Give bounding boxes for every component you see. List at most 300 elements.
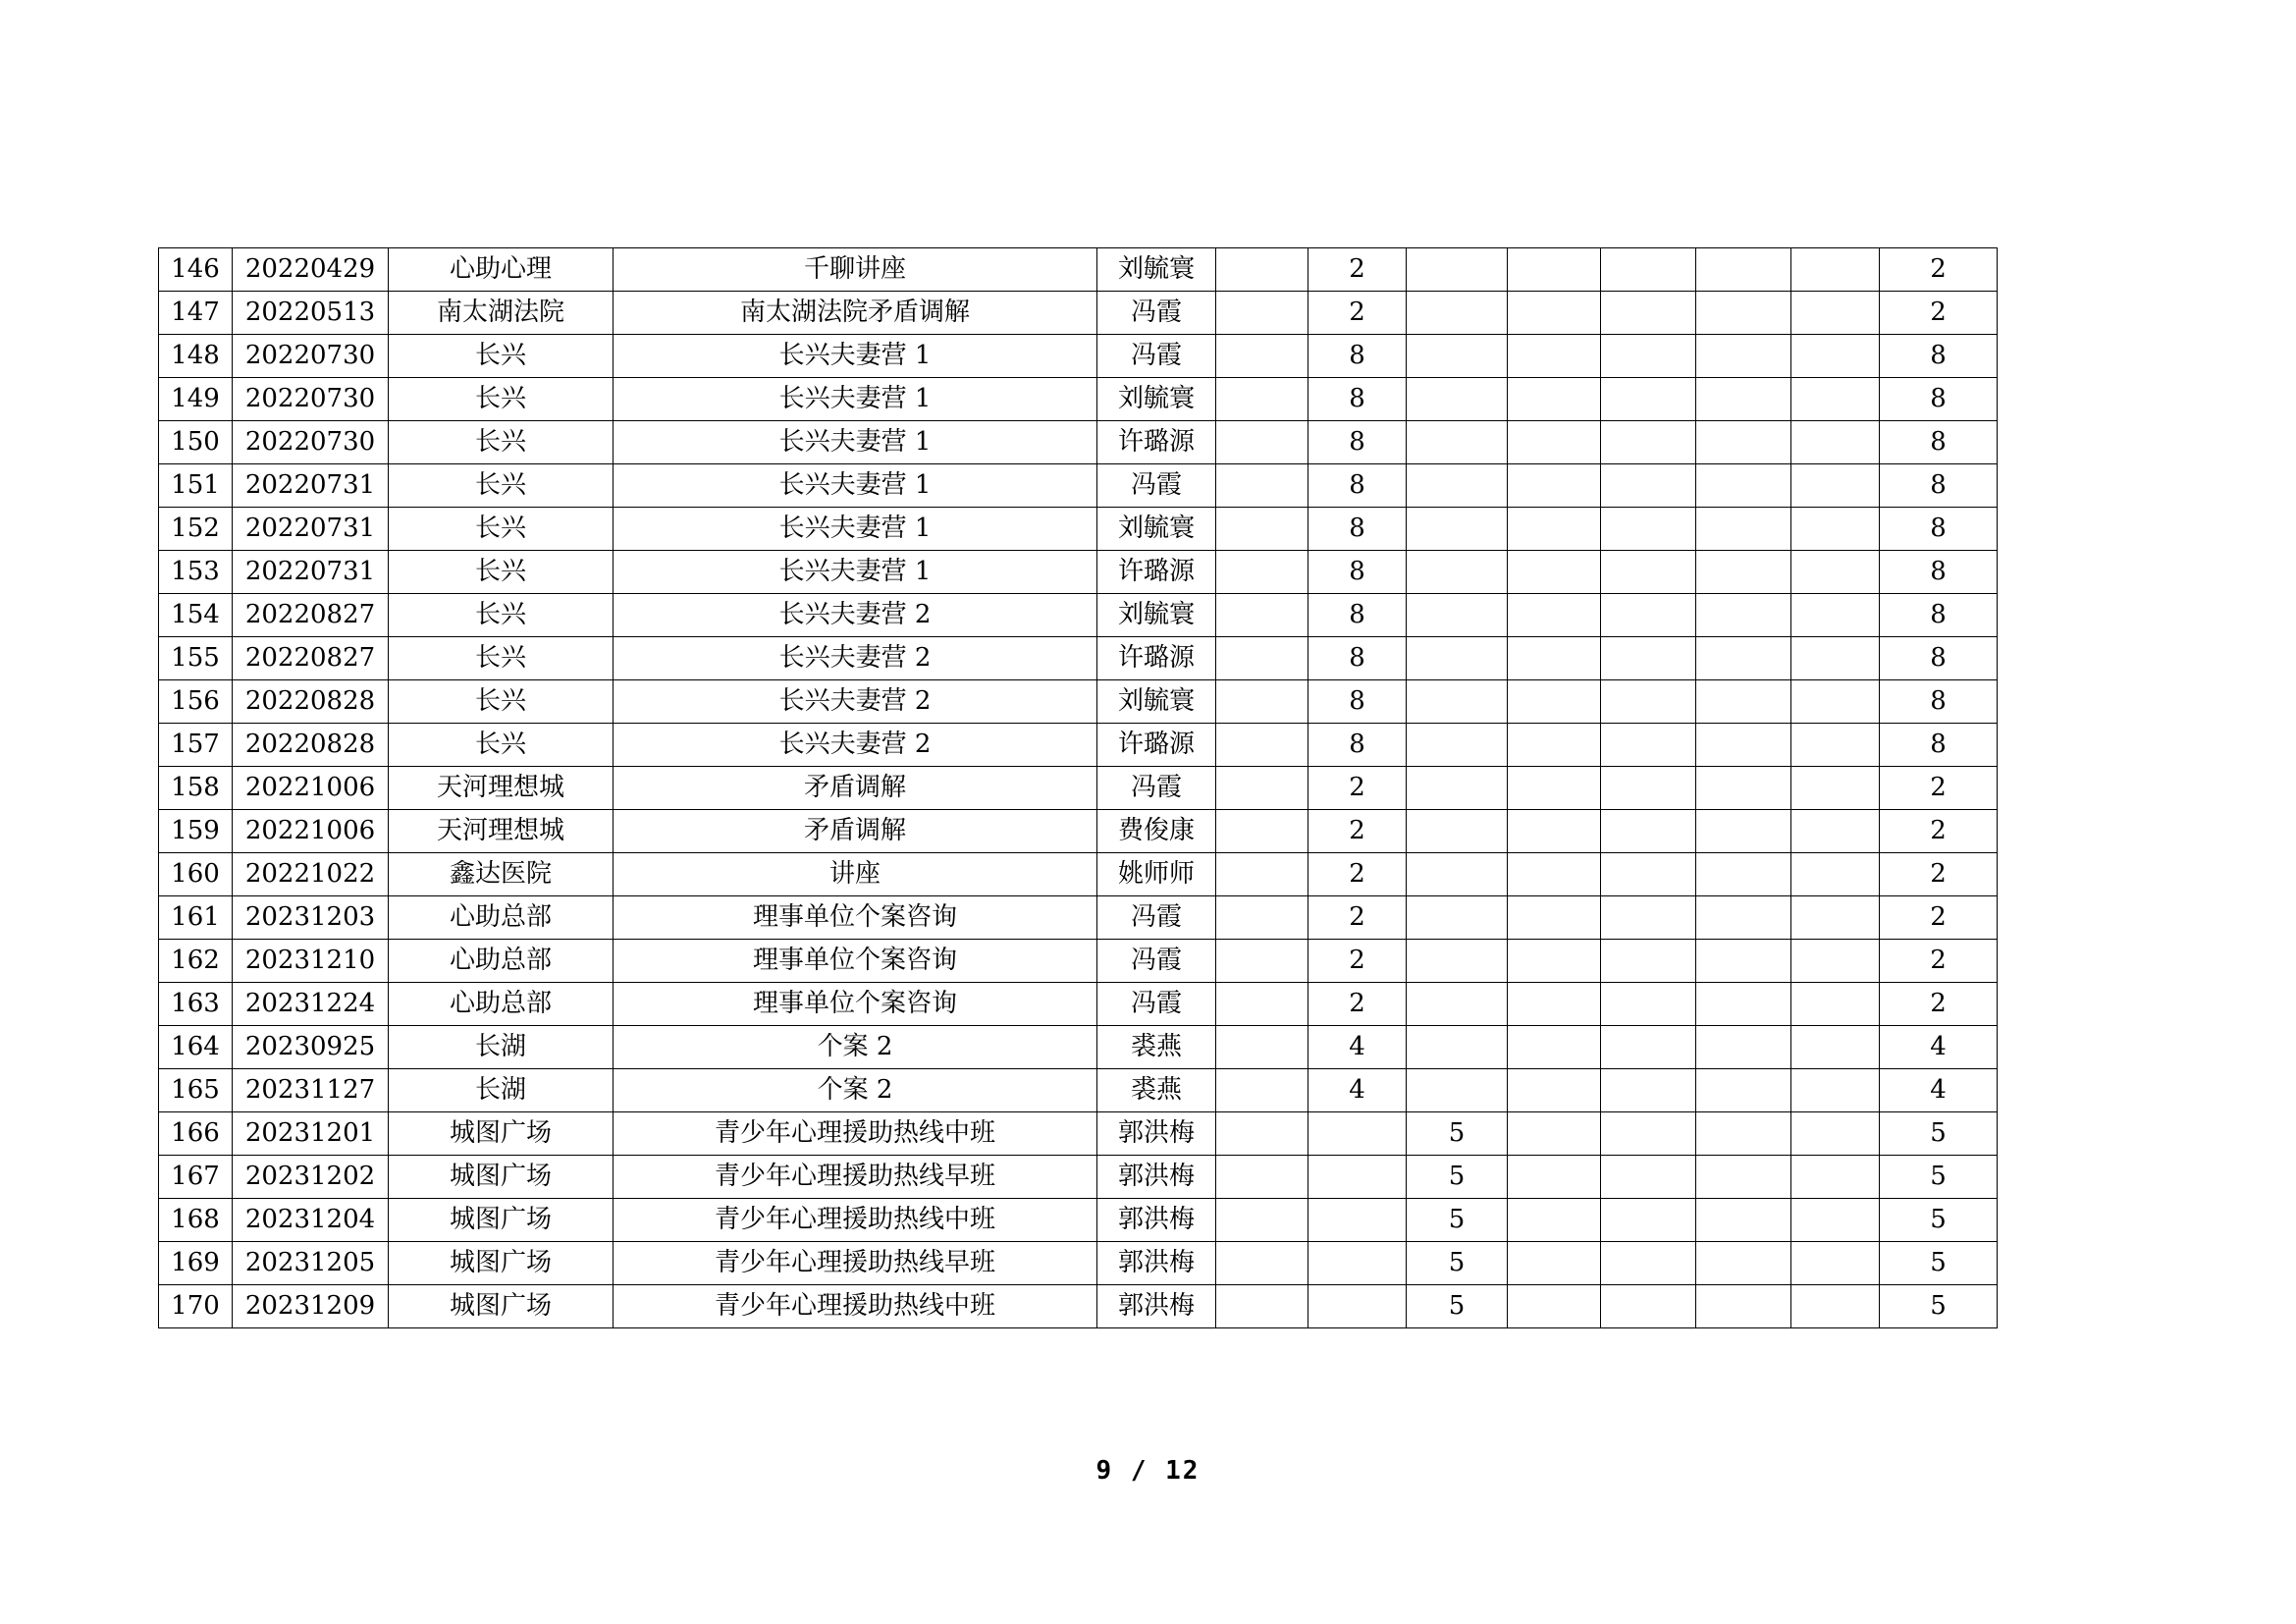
col-f-cell: [1696, 421, 1791, 464]
location-cell: 天河理想城: [389, 767, 614, 810]
table-row: [159, 1285, 2153, 1328]
activity-cell: 南太湖法院矛盾调解: [614, 292, 1097, 335]
location-cell: 鑫达医院: [389, 853, 614, 896]
col-c-cell: [1407, 983, 1508, 1026]
col-g-cell: [1791, 1285, 1880, 1328]
date-cell: 20220429: [233, 248, 389, 292]
col-d-cell: [1508, 940, 1601, 983]
col-c-cell: [1407, 551, 1508, 594]
col-d-cell: [1508, 292, 1601, 335]
index-cell: 155: [159, 637, 233, 680]
table-row: [159, 1242, 2153, 1285]
col-e-cell: [1601, 1242, 1696, 1285]
index-cell: 153: [159, 551, 233, 594]
col-a-cell: [1216, 464, 1308, 508]
col-c-cell: 5: [1407, 1112, 1508, 1156]
col-a-cell: [1216, 896, 1308, 940]
activity-cell: 理事单位个案咨询: [614, 983, 1097, 1026]
col-c-cell: 5: [1407, 1199, 1508, 1242]
col-c-cell: [1407, 378, 1508, 421]
location-cell: 城图广场: [389, 1199, 614, 1242]
person-cell: 裘燕: [1097, 1026, 1216, 1069]
col-e-cell: [1601, 680, 1696, 724]
location-cell: 长湖: [389, 1026, 614, 1069]
col-e-cell: [1601, 508, 1696, 551]
col-g-cell: [1791, 767, 1880, 810]
location-cell: 长兴: [389, 637, 614, 680]
date-cell: 20220828: [233, 724, 389, 767]
table-row: [159, 292, 2153, 335]
date-cell: 20231209: [233, 1285, 389, 1328]
col-f-cell: [1696, 940, 1791, 983]
col-d-cell: [1508, 983, 1601, 1026]
person-cell: 刘毓寰: [1097, 378, 1216, 421]
table-row: [159, 508, 2153, 551]
table-row: [159, 335, 2153, 378]
col-a-cell: [1216, 248, 1308, 292]
index-cell: 169: [159, 1242, 233, 1285]
col-a-cell: [1216, 1069, 1308, 1112]
person-cell: 刘毓寰: [1097, 680, 1216, 724]
col-b-cell: 2: [1308, 292, 1407, 335]
col-b-cell: [1308, 1156, 1407, 1199]
index-cell: 147: [159, 292, 233, 335]
total-hours-cell: 2: [1880, 810, 1998, 853]
table-row: [159, 810, 2153, 853]
table-row: [159, 421, 2153, 464]
col-f-cell: [1696, 594, 1791, 637]
table-row: [159, 637, 2153, 680]
col-f-cell: [1696, 767, 1791, 810]
location-cell: 城图广场: [389, 1285, 614, 1328]
col-g-cell: [1791, 508, 1880, 551]
total-hours-cell: 5: [1880, 1199, 1998, 1242]
activity-cell: 青少年心理援助热线中班: [614, 1285, 1097, 1328]
col-f-cell: [1696, 1069, 1791, 1112]
date-cell: 20231205: [233, 1242, 389, 1285]
col-f-cell: [1696, 1199, 1791, 1242]
total-hours-cell: 8: [1880, 378, 1998, 421]
col-g-cell: [1791, 1242, 1880, 1285]
col-b-cell: [1308, 1242, 1407, 1285]
col-a-cell: [1216, 983, 1308, 1026]
total-hours-cell: 2: [1880, 767, 1998, 810]
col-b-cell: [1308, 1199, 1407, 1242]
col-a-cell: [1216, 378, 1308, 421]
col-b-cell: 8: [1308, 551, 1407, 594]
location-cell: 南太湖法院: [389, 292, 614, 335]
col-b-cell: 2: [1308, 810, 1407, 853]
date-cell: 20220513: [233, 292, 389, 335]
col-e-cell: [1601, 767, 1696, 810]
col-f-cell: [1696, 724, 1791, 767]
col-d-cell: [1508, 1156, 1601, 1199]
index-cell: 151: [159, 464, 233, 508]
location-cell: 长兴: [389, 508, 614, 551]
total-hours-cell: 5: [1880, 1285, 1998, 1328]
col-g-cell: [1791, 1069, 1880, 1112]
person-cell: 郭洪梅: [1097, 1112, 1216, 1156]
location-cell: 长兴: [389, 551, 614, 594]
col-b-cell: 8: [1308, 378, 1407, 421]
person-cell: 姚师师: [1097, 853, 1216, 896]
col-f-cell: [1696, 1026, 1791, 1069]
col-a-cell: [1216, 810, 1308, 853]
date-cell: 20231204: [233, 1199, 389, 1242]
col-g-cell: [1791, 853, 1880, 896]
col-d-cell: [1508, 1069, 1601, 1112]
col-d-cell: [1508, 464, 1601, 508]
activity-cell: 长兴夫妻营 1: [614, 335, 1097, 378]
col-f-cell: [1696, 292, 1791, 335]
col-f-cell: [1696, 464, 1791, 508]
activity-cell: 青少年心理援助热线中班: [614, 1199, 1097, 1242]
col-a-cell: [1216, 680, 1308, 724]
col-b-cell: 8: [1308, 508, 1407, 551]
activity-cell: 长兴夫妻营 1: [614, 464, 1097, 508]
person-cell: 许璐源: [1097, 724, 1216, 767]
col-d-cell: [1508, 508, 1601, 551]
col-b-cell: [1308, 1112, 1407, 1156]
index-cell: 154: [159, 594, 233, 637]
table-row: [159, 724, 2153, 767]
table-row: [159, 1199, 2153, 1242]
col-g-cell: [1791, 464, 1880, 508]
total-hours-cell: 2: [1880, 940, 1998, 983]
col-e-cell: [1601, 594, 1696, 637]
table-row: [159, 464, 2153, 508]
col-b-cell: 2: [1308, 767, 1407, 810]
col-b-cell: 4: [1308, 1069, 1407, 1112]
col-b-cell: 2: [1308, 983, 1407, 1026]
col-e-cell: [1601, 1156, 1696, 1199]
total-hours-cell: 8: [1880, 724, 1998, 767]
col-g-cell: [1791, 1199, 1880, 1242]
date-cell: 20220828: [233, 680, 389, 724]
total-hours-cell: 5: [1880, 1242, 1998, 1285]
date-cell: 20221022: [233, 853, 389, 896]
col-c-cell: [1407, 292, 1508, 335]
col-f-cell: [1696, 983, 1791, 1026]
person-cell: 冯霞: [1097, 767, 1216, 810]
person-cell: 郭洪梅: [1097, 1156, 1216, 1199]
col-e-cell: [1601, 724, 1696, 767]
total-hours-cell: 8: [1880, 551, 1998, 594]
col-e-cell: [1601, 853, 1696, 896]
col-d-cell: [1508, 421, 1601, 464]
location-cell: 长兴: [389, 335, 614, 378]
col-c-cell: 5: [1407, 1285, 1508, 1328]
location-cell: 城图广场: [389, 1156, 614, 1199]
activity-cell: 青少年心理援助热线早班: [614, 1156, 1097, 1199]
col-g-cell: [1791, 940, 1880, 983]
person-cell: 许璐源: [1097, 551, 1216, 594]
col-f-cell: [1696, 508, 1791, 551]
date-cell: 20231203: [233, 896, 389, 940]
index-cell: 156: [159, 680, 233, 724]
table-row: [159, 1112, 2153, 1156]
total-hours-cell: 4: [1880, 1069, 1998, 1112]
col-a-cell: [1216, 1199, 1308, 1242]
col-a-cell: [1216, 508, 1308, 551]
location-cell: 心助总部: [389, 896, 614, 940]
person-cell: 刘毓寰: [1097, 508, 1216, 551]
col-d-cell: [1508, 1199, 1601, 1242]
activity-cell: 矛盾调解: [614, 767, 1097, 810]
col-d-cell: [1508, 1112, 1601, 1156]
index-cell: 162: [159, 940, 233, 983]
total-hours-cell: 8: [1880, 637, 1998, 680]
date-cell: 20221006: [233, 810, 389, 853]
col-g-cell: [1791, 1112, 1880, 1156]
col-a-cell: [1216, 335, 1308, 378]
col-a-cell: [1216, 594, 1308, 637]
col-b-cell: 2: [1308, 896, 1407, 940]
col-b-cell: 8: [1308, 637, 1407, 680]
table-row: [159, 1069, 2153, 1112]
col-c-cell: [1407, 464, 1508, 508]
col-d-cell: [1508, 248, 1601, 292]
location-cell: 心助总部: [389, 940, 614, 983]
total-hours-cell: 8: [1880, 421, 1998, 464]
activity-cell: 长兴夫妻营 1: [614, 378, 1097, 421]
location-cell: 长兴: [389, 594, 614, 637]
activity-cell: 长兴夫妻营 2: [614, 680, 1097, 724]
col-g-cell: [1791, 378, 1880, 421]
col-e-cell: [1601, 378, 1696, 421]
col-d-cell: [1508, 1285, 1601, 1328]
col-b-cell: 8: [1308, 464, 1407, 508]
activity-cell: 矛盾调解: [614, 810, 1097, 853]
date-cell: 20220731: [233, 464, 389, 508]
col-d-cell: [1508, 767, 1601, 810]
date-cell: 20220827: [233, 594, 389, 637]
page-number: 9 / 12: [1095, 1456, 1201, 1486]
table-row: [159, 940, 2153, 983]
col-c-cell: [1407, 810, 1508, 853]
activity-cell: 青少年心理援助热线中班: [614, 1112, 1097, 1156]
person-cell: 郭洪梅: [1097, 1242, 1216, 1285]
col-g-cell: [1791, 594, 1880, 637]
col-d-cell: [1508, 724, 1601, 767]
col-c-cell: 5: [1407, 1156, 1508, 1199]
col-g-cell: [1791, 335, 1880, 378]
table-row: [159, 1026, 2153, 1069]
col-g-cell: [1791, 248, 1880, 292]
index-cell: 165: [159, 1069, 233, 1112]
total-hours-cell: 8: [1880, 680, 1998, 724]
table-row: [159, 767, 2153, 810]
table-row: [159, 1156, 2153, 1199]
col-f-cell: [1696, 1242, 1791, 1285]
index-cell: 157: [159, 724, 233, 767]
col-g-cell: [1791, 983, 1880, 1026]
date-cell: 20220731: [233, 551, 389, 594]
location-cell: 天河理想城: [389, 810, 614, 853]
index-cell: 163: [159, 983, 233, 1026]
col-e-cell: [1601, 292, 1696, 335]
col-f-cell: [1696, 853, 1791, 896]
col-e-cell: [1601, 637, 1696, 680]
activity-cell: 长兴夫妻营 1: [614, 551, 1097, 594]
col-f-cell: [1696, 551, 1791, 594]
index-cell: 160: [159, 853, 233, 896]
col-b-cell: [1308, 1285, 1407, 1328]
person-cell: 郭洪梅: [1097, 1285, 1216, 1328]
col-c-cell: [1407, 421, 1508, 464]
location-cell: 城图广场: [389, 1242, 614, 1285]
activity-cell: 长兴夫妻营 2: [614, 594, 1097, 637]
activity-cell: 讲座: [614, 853, 1097, 896]
index-cell: 152: [159, 508, 233, 551]
total-hours-cell: 2: [1880, 896, 1998, 940]
date-cell: 20220730: [233, 335, 389, 378]
index-cell: 146: [159, 248, 233, 292]
col-g-cell: [1791, 724, 1880, 767]
record-table: [158, 247, 2153, 1328]
total-hours-cell: 8: [1880, 464, 1998, 508]
person-cell: 冯霞: [1097, 896, 1216, 940]
person-cell: 刘毓寰: [1097, 594, 1216, 637]
col-d-cell: [1508, 335, 1601, 378]
total-hours-cell: 5: [1880, 1156, 1998, 1199]
col-d-cell: [1508, 680, 1601, 724]
col-e-cell: [1601, 551, 1696, 594]
col-c-cell: [1407, 248, 1508, 292]
person-cell: 冯霞: [1097, 292, 1216, 335]
index-cell: 161: [159, 896, 233, 940]
col-b-cell: 4: [1308, 1026, 1407, 1069]
location-cell: 长湖: [389, 1069, 614, 1112]
col-c-cell: [1407, 335, 1508, 378]
location-cell: 长兴: [389, 680, 614, 724]
col-g-cell: [1791, 421, 1880, 464]
total-hours-cell: 2: [1880, 248, 1998, 292]
total-hours-cell: 8: [1880, 508, 1998, 551]
location-cell: 心助总部: [389, 983, 614, 1026]
activity-cell: 长兴夫妻营 2: [614, 724, 1097, 767]
person-cell: 费俊康: [1097, 810, 1216, 853]
col-e-cell: [1601, 1199, 1696, 1242]
col-e-cell: [1601, 1069, 1696, 1112]
col-f-cell: [1696, 637, 1791, 680]
date-cell: 20220730: [233, 378, 389, 421]
col-g-cell: [1791, 680, 1880, 724]
total-hours-cell: 2: [1880, 292, 1998, 335]
person-cell: 裘燕: [1097, 1069, 1216, 1112]
date-cell: 20221006: [233, 767, 389, 810]
col-a-cell: [1216, 724, 1308, 767]
location-cell: 长兴: [389, 464, 614, 508]
date-cell: 20220731: [233, 508, 389, 551]
activity-cell: 千聊讲座: [614, 248, 1097, 292]
total-hours-cell: 2: [1880, 983, 1998, 1026]
col-e-cell: [1601, 1285, 1696, 1328]
col-g-cell: [1791, 1156, 1880, 1199]
activity-cell: 理事单位个案咨询: [614, 940, 1097, 983]
col-f-cell: [1696, 896, 1791, 940]
activity-cell: 长兴夫妻营 1: [614, 508, 1097, 551]
col-e-cell: [1601, 810, 1696, 853]
index-cell: 150: [159, 421, 233, 464]
col-c-cell: 5: [1407, 1242, 1508, 1285]
col-d-cell: [1508, 551, 1601, 594]
col-e-cell: [1601, 1112, 1696, 1156]
index-cell: 148: [159, 335, 233, 378]
col-d-cell: [1508, 637, 1601, 680]
col-f-cell: [1696, 810, 1791, 853]
col-d-cell: [1508, 896, 1601, 940]
person-cell: 冯霞: [1097, 464, 1216, 508]
col-d-cell: [1508, 810, 1601, 853]
table-body: [159, 248, 2153, 1328]
person-cell: 冯霞: [1097, 983, 1216, 1026]
col-b-cell: 2: [1308, 940, 1407, 983]
col-c-cell: [1407, 896, 1508, 940]
col-d-cell: [1508, 853, 1601, 896]
col-a-cell: [1216, 940, 1308, 983]
col-d-cell: [1508, 594, 1601, 637]
location-cell: 长兴: [389, 724, 614, 767]
col-a-cell: [1216, 1242, 1308, 1285]
col-d-cell: [1508, 1026, 1601, 1069]
col-f-cell: [1696, 378, 1791, 421]
activity-cell: 长兴夫妻营 2: [614, 637, 1097, 680]
table-row: [159, 853, 2153, 896]
col-a-cell: [1216, 853, 1308, 896]
activity-cell: 个案 2: [614, 1026, 1097, 1069]
col-a-cell: [1216, 1026, 1308, 1069]
person-cell: 许璐源: [1097, 421, 1216, 464]
date-cell: 20220827: [233, 637, 389, 680]
activity-cell: 个案 2: [614, 1069, 1097, 1112]
total-hours-cell: 5: [1880, 1112, 1998, 1156]
col-c-cell: [1407, 767, 1508, 810]
col-e-cell: [1601, 896, 1696, 940]
col-f-cell: [1696, 1156, 1791, 1199]
date-cell: 20231202: [233, 1156, 389, 1199]
col-e-cell: [1601, 464, 1696, 508]
col-f-cell: [1696, 1285, 1791, 1328]
col-b-cell: 8: [1308, 421, 1407, 464]
col-a-cell: [1216, 421, 1308, 464]
col-b-cell: 8: [1308, 680, 1407, 724]
col-f-cell: [1696, 248, 1791, 292]
col-b-cell: 8: [1308, 335, 1407, 378]
col-c-cell: [1407, 940, 1508, 983]
location-cell: 城图广场: [389, 1112, 614, 1156]
col-c-cell: [1407, 508, 1508, 551]
col-g-cell: [1791, 551, 1880, 594]
col-b-cell: 2: [1308, 248, 1407, 292]
index-cell: 149: [159, 378, 233, 421]
index-cell: 167: [159, 1156, 233, 1199]
index-cell: 166: [159, 1112, 233, 1156]
col-g-cell: [1791, 292, 1880, 335]
date-cell: 20230925: [233, 1026, 389, 1069]
col-e-cell: [1601, 248, 1696, 292]
col-a-cell: [1216, 637, 1308, 680]
col-b-cell: 8: [1308, 594, 1407, 637]
col-c-cell: [1407, 1026, 1508, 1069]
col-c-cell: [1407, 637, 1508, 680]
col-a-cell: [1216, 1156, 1308, 1199]
col-e-cell: [1601, 940, 1696, 983]
index-cell: 158: [159, 767, 233, 810]
col-f-cell: [1696, 1112, 1791, 1156]
col-e-cell: [1601, 335, 1696, 378]
col-b-cell: 8: [1308, 724, 1407, 767]
